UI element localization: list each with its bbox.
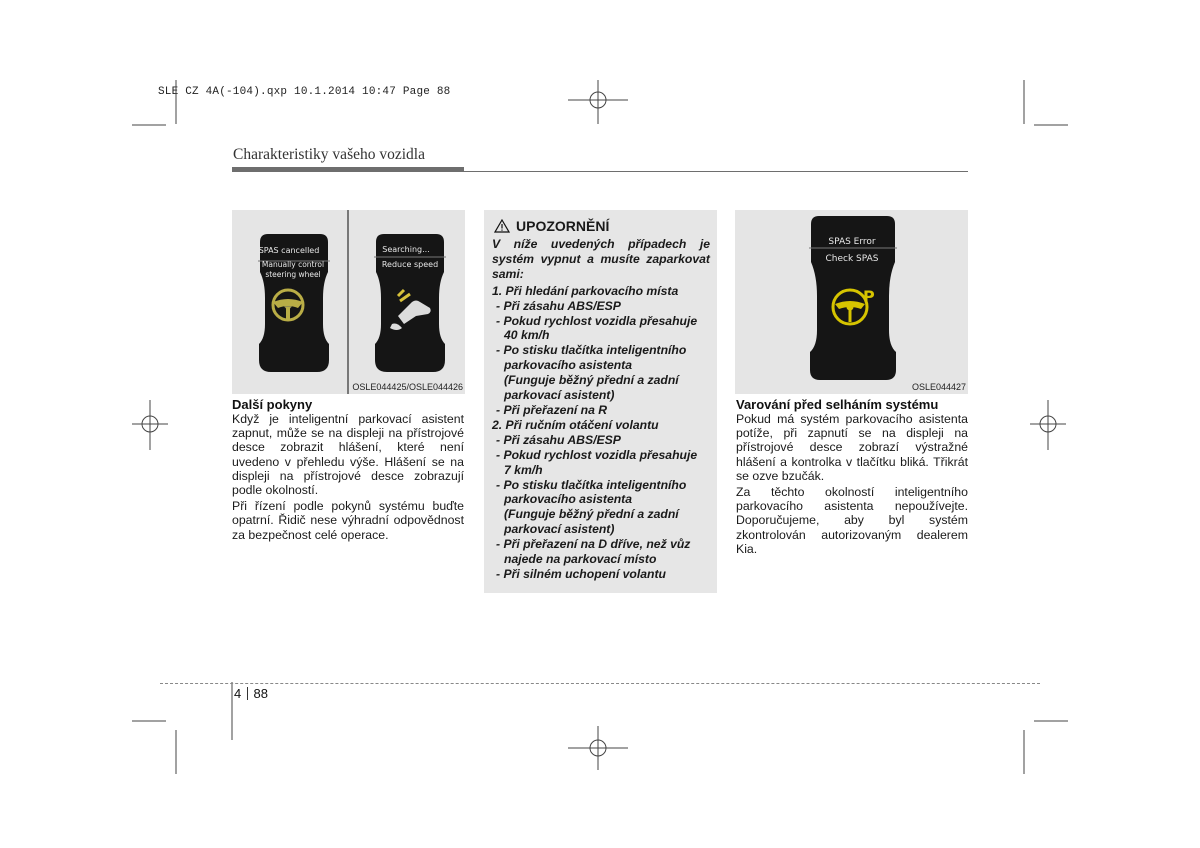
registration-target-top bbox=[568, 80, 628, 124]
section-title: Charakteristiky vašeho vozidla bbox=[233, 146, 425, 163]
warning-item-1: 1. Při hledání parkovacího místa bbox=[492, 283, 679, 298]
warning-sub: - Pokud rychlost vozidla přesahuje bbox=[496, 313, 698, 328]
page-number bbox=[234, 686, 268, 701]
warning-sub-cont: najede na parkovací místo bbox=[504, 552, 657, 567]
svg-text:P: P bbox=[863, 287, 875, 306]
warning-sub-note: (Funguje běžný přední a zadní bbox=[504, 507, 679, 522]
display-error-line1: SPAS Error bbox=[828, 237, 876, 247]
warning-title-text: UPOZORNĚNÍ bbox=[516, 218, 610, 234]
warning-sub: - Pokud rychlost vozidla přesahuje bbox=[496, 447, 698, 462]
display1-line3: steering wheel bbox=[265, 270, 321, 279]
header-rule-thick bbox=[232, 167, 464, 172]
cluster-display-right bbox=[735, 210, 968, 394]
warning-sub-cont: parkovacího asistenta bbox=[504, 358, 633, 373]
left-column bbox=[232, 397, 464, 544]
system-failure-heading: Varování před selháním systému bbox=[736, 397, 939, 412]
warning-sub-note: parkovací asistent) bbox=[504, 522, 615, 537]
display1-line1: SPAS cancelled bbox=[258, 246, 320, 255]
warning-sub: - Při přeřazení na R bbox=[496, 402, 608, 417]
right-paragraph-1: Pokud má systém parkovacího asistenta potíže, při zapnutí se na displeji na přístrojové desce zobrazí výstražné hlášení a kontrolka v tlačítku bliká. Třikrát se ozve bzučák. bbox=[736, 412, 968, 483]
left-paragraph-2: Při řízení podle pokynů systému buďte opatrní. Řidič nese výhradní odpovědnost za bezpečnost celé operace. bbox=[232, 499, 464, 542]
print-slug: SLE CZ 4A(-104).qxp 10.1.2014 10:47 Page 88 bbox=[158, 86, 451, 98]
warning-triangle-icon bbox=[494, 219, 510, 233]
display-error-line2: Check SPAS bbox=[825, 254, 879, 264]
figure-right-caption: OSLE044427 bbox=[911, 382, 966, 392]
registration-target-left bbox=[132, 400, 168, 450]
figure-left-caption: OSLE044425/OSLE044426 bbox=[352, 382, 463, 392]
chapter-number: 4 bbox=[234, 686, 242, 701]
left-paragraph-1: Když je inteligentní parkovací asistent zapnut, může se na displeji na přístrojové desce zobrazit hlášení, které není uvedeno v přehledu výše. Hlášení se na displeji na přístrojové desce zobrazují podle okolností. bbox=[232, 412, 464, 498]
display1-line2: Manually control bbox=[261, 260, 325, 269]
cluster-displays-left bbox=[232, 210, 465, 394]
right-column bbox=[736, 397, 968, 558]
warning-title bbox=[494, 218, 609, 234]
warning-sub: - Po stisku tlačítka inteligentního bbox=[496, 477, 687, 492]
warning-body bbox=[492, 237, 710, 582]
warning-intro: V níže uvedených případech je systém vypnut a musíte zaparkovat sami: bbox=[492, 237, 710, 281]
display2-line2: Reduce speed bbox=[381, 260, 439, 269]
page-number-value: 88 bbox=[253, 686, 268, 701]
header-rule-thin bbox=[464, 171, 968, 172]
warning-sub-cont: parkovacího asistenta bbox=[504, 492, 633, 507]
display2-line1: Searching... bbox=[382, 245, 430, 254]
footer-dashed-rule bbox=[160, 683, 1040, 684]
figure-left bbox=[232, 210, 465, 394]
warning-sub-note: (Funguje běžný přední a zadní bbox=[504, 373, 679, 388]
right-paragraph-2: Za těchto okolností inteligentního parkovacího asistenta nepoužívejte. Doporučujeme, aby byl systém zkontrolován autorizovaným dealerem Kia. bbox=[736, 485, 968, 556]
further-instructions-heading: Další pokyny bbox=[232, 397, 313, 412]
registration-target-bottom bbox=[568, 726, 628, 770]
warning-sub: - Při přeřazení na D dříve, než vůz bbox=[496, 537, 691, 552]
warning-sub-cont: 7 km/h bbox=[504, 462, 543, 477]
warning-sub: - Při zásahu ABS/ESP bbox=[496, 298, 621, 313]
warning-sub: - Po stisku tlačítka inteligentního bbox=[496, 343, 687, 358]
warning-sub-cont: 40 km/h bbox=[504, 328, 550, 343]
warning-item-2: 2. Při ručním otáčení volantu bbox=[492, 417, 659, 432]
figure-right bbox=[735, 210, 968, 394]
warning-box bbox=[484, 210, 717, 593]
registration-target-right bbox=[1030, 400, 1066, 450]
warning-sub-note: parkovací asistent) bbox=[504, 388, 615, 403]
warning-sub: - Při silném uchopení volantu bbox=[496, 566, 666, 581]
warning-sub: - Při zásahu ABS/ESP bbox=[496, 432, 621, 447]
